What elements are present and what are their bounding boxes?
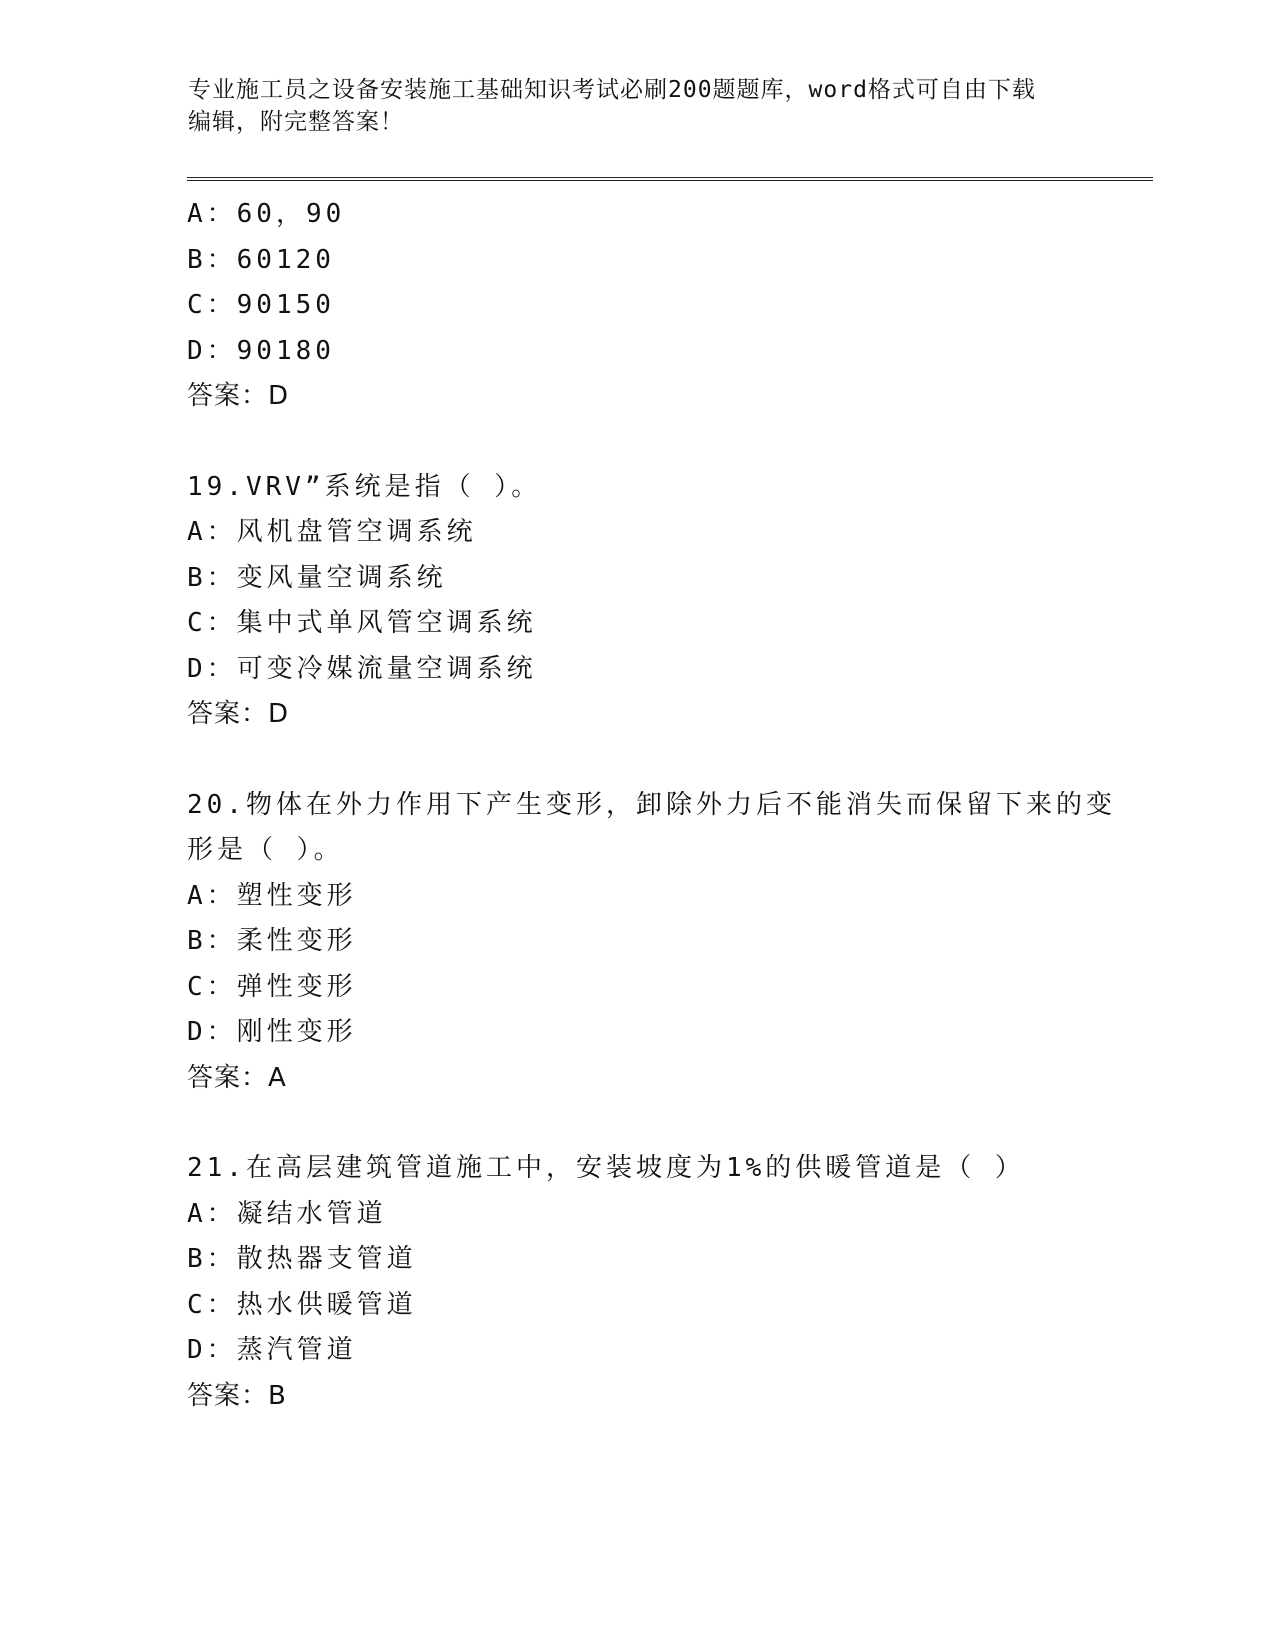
question-block-18 xyxy=(187,192,1147,420)
question-text: 19.VRV”系统是指（ ）。 xyxy=(187,471,542,502)
option-c: C：90150 xyxy=(187,290,335,320)
question-block-20 xyxy=(187,783,1147,1102)
question-text: 20.物体在外力作用下产生变形，卸除外力后不能消失而保留下来的变 xyxy=(187,789,1116,820)
option-a: A：塑性变形 xyxy=(187,880,357,911)
option-b: B：60120 xyxy=(187,244,335,275)
answer-line: 答案：A xyxy=(187,1062,287,1093)
answer-line: 答案：B xyxy=(187,1380,287,1411)
spacer xyxy=(187,1101,1147,1146)
option-d: D：蒸汽管道 xyxy=(187,1335,357,1365)
answer-line: 答案：D xyxy=(187,381,290,411)
option-c: C：弹性变形 xyxy=(187,971,357,1002)
option-d: D：90180 xyxy=(187,335,335,366)
option-a: A：凝结水管道 xyxy=(187,1198,387,1229)
option-a: A：60，90 xyxy=(187,199,346,229)
header-line-1: 专业施工员之设备安装施工基础知识考试必刷200题题库，word格式可自由下载 xyxy=(188,77,1036,103)
question-text-continued: 形是（ ）。 xyxy=(187,835,344,865)
option-c: C：集中式单风管空调系统 xyxy=(187,608,537,638)
question-block-21 xyxy=(187,1146,1147,1419)
option-b: B：散热器支管道 xyxy=(187,1244,417,1274)
header-line-2: 编辑，附完整答案！ xyxy=(188,109,404,135)
option-c: C：热水供暖管道 xyxy=(187,1289,417,1320)
question-text: 21.在高层建筑管道施工中，安装坡度为1%的供暖管道是（ ） xyxy=(187,1153,1025,1183)
option-a: A：风机盘管空调系统 xyxy=(187,517,477,547)
spacer xyxy=(187,738,1147,783)
question-block-19 xyxy=(187,465,1147,738)
option-b: B：变风量空调系统 xyxy=(187,562,447,593)
question-list xyxy=(187,192,1147,1419)
document-header xyxy=(188,74,1088,138)
option-b: B：柔性变形 xyxy=(187,926,357,956)
header-divider xyxy=(187,177,1153,181)
option-d: D：可变冷媒流量空调系统 xyxy=(187,653,537,684)
spacer xyxy=(187,420,1147,465)
option-d: D：刚性变形 xyxy=(187,1017,357,1047)
answer-line: 答案：D xyxy=(187,699,290,729)
